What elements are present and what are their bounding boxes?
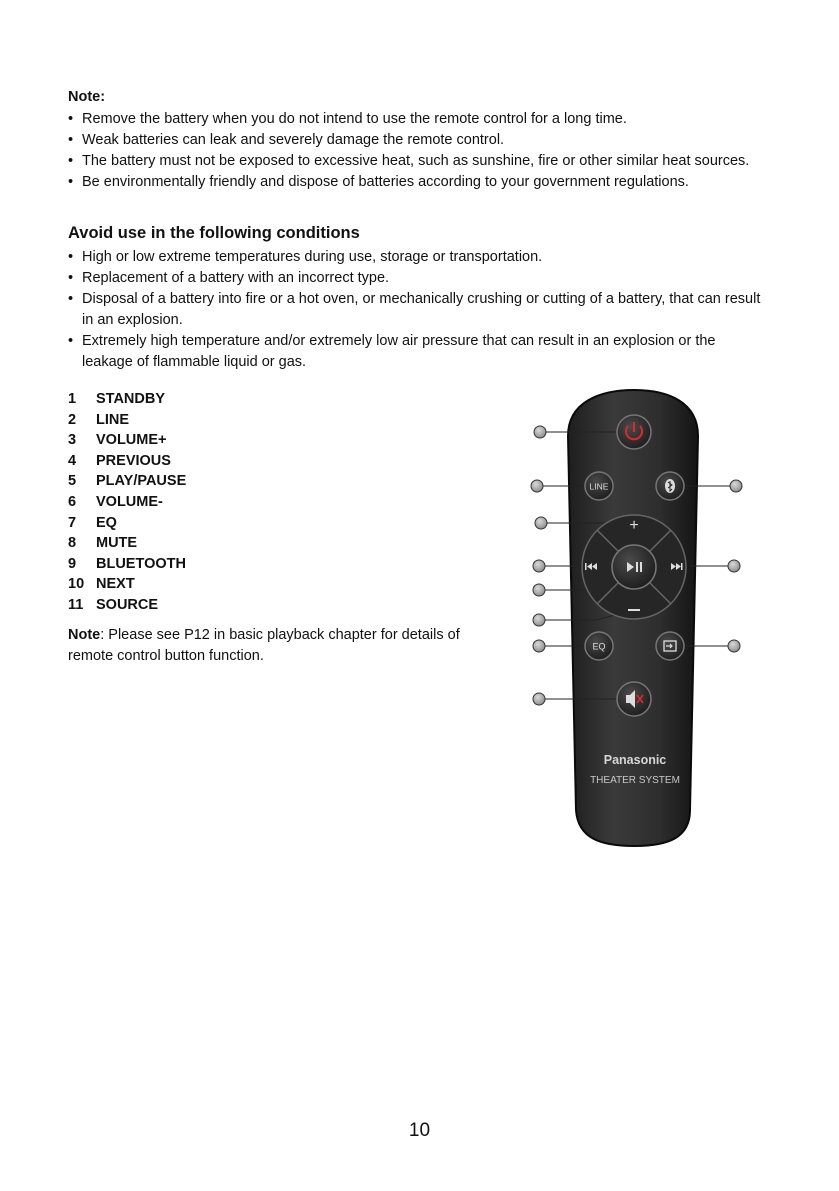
avoid-item: • Extremely high temperature and/or extremely low air pressure that can result in an explosion or the leakage of flammable liquid or gas. [68, 331, 768, 373]
legend-label: BLUETOOTH [96, 555, 186, 572]
legend-label: VOLUME- [96, 493, 163, 510]
direction-pad [582, 515, 686, 619]
previous-icon [585, 563, 587, 570]
line-button-label: LINE [589, 481, 609, 492]
note-item: • Be environmentally friendly and dispose of batteries according to your government regulations. [68, 172, 768, 193]
legend-label: PREVIOUS [96, 452, 171, 469]
note-item: • Remove the battery when you do not intend to use the remote control for a long time. [68, 109, 768, 130]
legend-label: PLAY/PAUSE [96, 473, 187, 490]
source-button[interactable] [656, 632, 684, 660]
avoid-title: Avoid use in the following conditions [68, 224, 360, 242]
legend-label: NEXT [96, 576, 135, 593]
legend-number: 5 [68, 473, 77, 490]
legend-label: MUTE [96, 535, 138, 552]
bluetooth-button[interactable] [656, 472, 684, 500]
bottom-note-text: : Please see P12 in basic playback chapter for details of remote control button function. [68, 627, 460, 664]
eq-button[interactable] [585, 632, 613, 660]
eq-button-label: EQ [592, 641, 606, 652]
legend-label: LINE [96, 411, 130, 428]
legend-number: 2 [68, 411, 77, 428]
legend-number: 8 [68, 535, 77, 552]
bottom-note-label: Note [68, 627, 101, 643]
volume-up-button[interactable] [629, 517, 638, 534]
legend-number: 7 [68, 514, 77, 531]
page-number: 10 [408, 1120, 431, 1141]
legend-number: 4 [68, 452, 77, 469]
legend-number: 9 [68, 555, 77, 572]
legend-label: EQ [96, 514, 117, 531]
note-title: Note: [68, 89, 106, 105]
note-item: • Weak batteries can leak and severely damage the remote control. [68, 130, 768, 151]
model-label: THEATER SYSTEM [590, 775, 680, 786]
volume-down-button[interactable] [628, 609, 640, 611]
mute-button[interactable] [617, 682, 651, 716]
note-item: • The battery must not be exposed to excessive heat, such as sunshine, fire or other similar heat sources. [68, 151, 768, 172]
legend-number: 3 [68, 432, 77, 449]
legend-label: SOURCE [96, 596, 159, 613]
standby-button[interactable] [617, 415, 651, 449]
plus-icon: + [629, 517, 639, 534]
legend-number: 11 [68, 596, 84, 613]
brand-logo: Panasonic [603, 753, 667, 767]
legend-number: 1 [68, 391, 77, 407]
minus-icon [628, 609, 640, 611]
line-button[interactable] [585, 472, 613, 500]
legend-label: VOLUME+ [96, 432, 167, 449]
legend-number: 6 [68, 493, 77, 510]
avoid-item: • Replacement of a battery with an incorrect type. [68, 268, 768, 289]
legend-label: STANDBY [96, 391, 166, 407]
avoid-item: • Disposal of a battery into fire or a hot oven, or mechanically crushing or cutting of a battery, that can result in an explosion. [68, 289, 768, 331]
legend-number: 10 [68, 576, 85, 593]
avoid-item: • High or low extreme temperatures during use, storage or transportation. [68, 247, 768, 268]
